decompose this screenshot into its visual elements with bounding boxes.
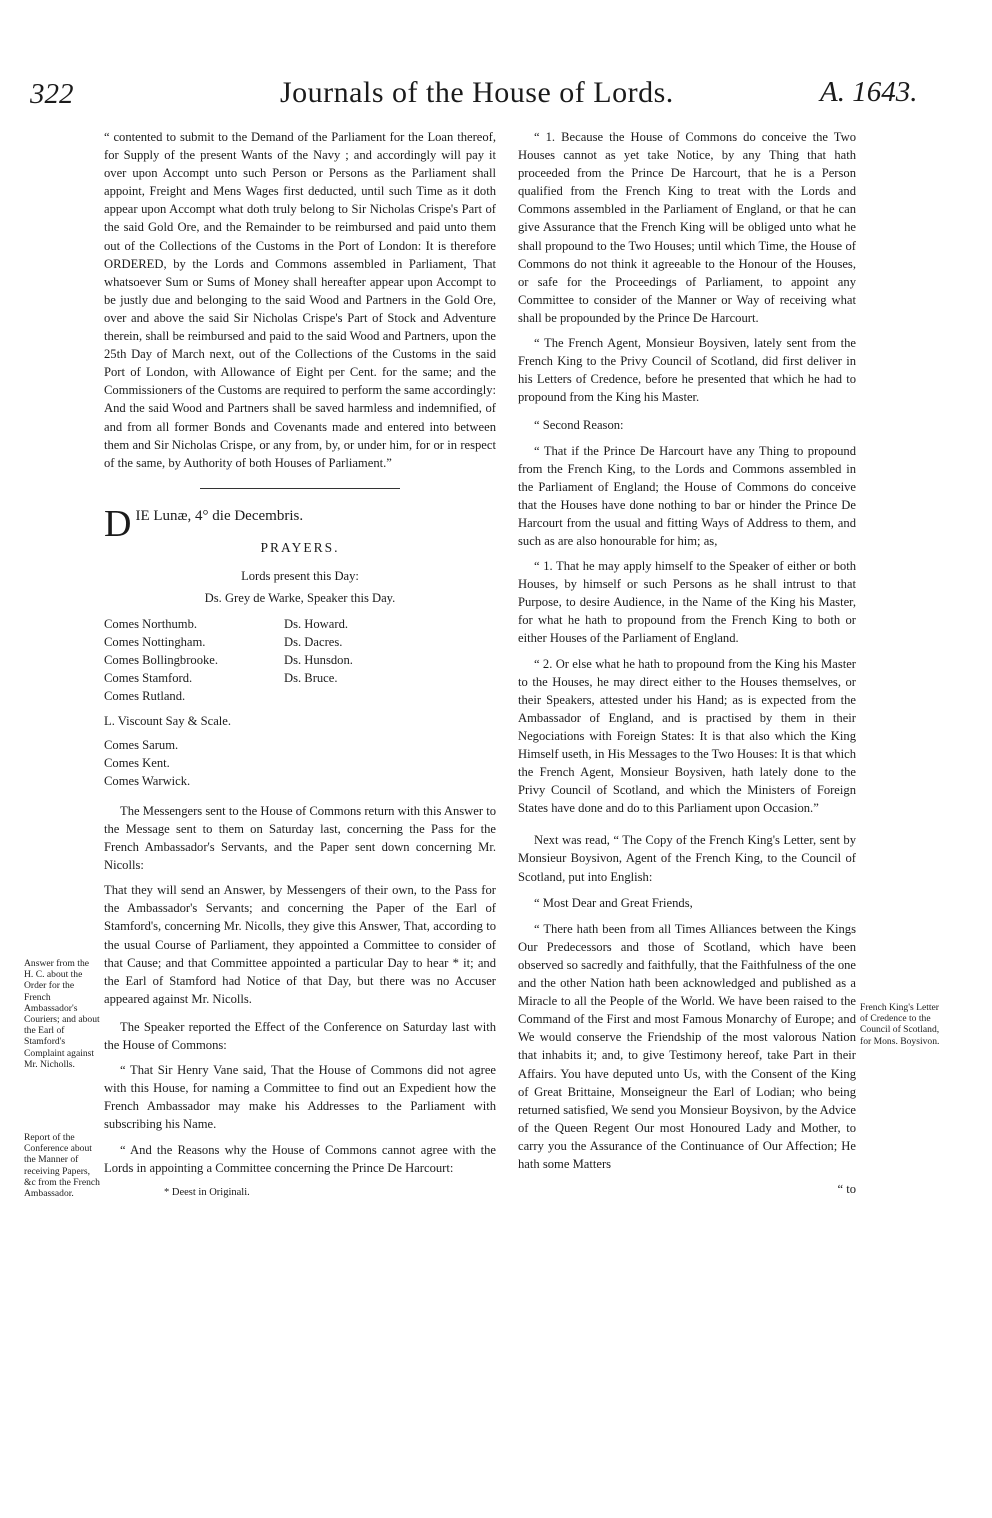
lord-entry: Comes Rutland. <box>104 689 186 704</box>
letter-paragraph: “ There hath been from all Times Alliances between the Kings Our Predecessors and those of Scotland, which have been observed so sacredly and faithfully, that the Faithfulness of the one and the other Nation hath been acknowledged and published as a Miracle to all the People of the World. We have been raised to the Command of the First and most Famous Monarchy of Europe; and We would conserve the Friendship of the most valorous Nation that inhabits it; and, to give Testimony hereof, take Part in their Affairs. You have deputed unto Us, with the Consent of the King of Great Brittaine, Monseigneur the Earl of Lodian; who being returned satisfied, We send you Monsieur Boysivon, by the Advice of the Queen Regent Our most Honoured Lady and Mother, to carry you the Assurance of the Continuance of Our Affection; He hath some Matters <box>518 921 856 1171</box>
left-column <box>104 128 496 1202</box>
lord-entry: Ds. Howard. <box>284 617 349 632</box>
lord-entry: Comes Stamford. <box>104 671 193 686</box>
lord-entry: Comes Nottingham. <box>104 635 206 650</box>
lords-list-earls <box>104 615 254 705</box>
speaker-report-paragraph: The Speaker reported the Effect of the Conference on Saturday last with the House of Commons: <box>104 1019 496 1053</box>
lord-entry: Comes Sarum. <box>104 737 179 752</box>
lord-entry: Comes Warwick. <box>104 773 191 788</box>
second-reason-heading: “ Second Reason: <box>534 418 624 433</box>
next-read-paragraph: Next was read, “ The Copy of the French King's Letter, sent by Monsieur Boysivon, Agent of the French King, to the Council of Scotland, put into English: <box>518 833 856 884</box>
agent-paragraph: “ The French Agent, Monsieur Boysiven, lately sent from the French King to the Privy Council of Scotland, did first deliver in his Letters of Credence, before he presented that which he had to propound from the King his Master. <box>518 336 856 405</box>
lords-list-more <box>104 736 496 790</box>
reason-two-paragraph: “ That if the Prince De Harcourt have any Thing to propound from the French King, to the Lords and Commons assembled in the Parliament of England; the House of Commons do conceive that the Houses have done nothing to bar or hinder the Prince De Harcourt from the usual and fitting Ways of Address to them, and such as are also honourable for him; as, <box>518 443 856 548</box>
running-header <box>30 70 930 118</box>
lords-list <box>104 615 496 705</box>
reasons-paragraph: “ And the Reasons why the House of Commons cannot agree with the Lords in appointing a Committee concerning the Prince De Harcourt: <box>104 1142 496 1175</box>
speaker-line: Ds. Grey de Warke, Speaker this Day. <box>204 590 396 605</box>
messengers-paragraph: The Messengers sent to the House of Commons return with this Answer to the Message sent to them on Saturday last, concerning the Pass for the French Ambassador's Servants, and the Paper sent down concerning Mr. Nicolls: <box>104 803 496 873</box>
item-two-paragraph: “ 2. Or else what he hath to propound from the King his Master to the Houses, he may direct either to the Houses themselves, or their Speakers, attested under his Hand; as is expected from the Ambassador of England, and is practised by them in their Negociations with Foreign States: It is that also which the King Himself useth, in His Messages to the Two Houses: It is that which the French Agent, Monsieur Boysiven, hath lately done to the Privy Council of Scotland, and which the Ministers of Foreign States have done and do to this Parliament upon Occasion.” <box>518 656 856 816</box>
catchword: “ to <box>837 1182 856 1197</box>
lord-entry: Ds. Hunsdon. <box>284 653 353 668</box>
running-title: Journals of the House of Lords. <box>280 76 674 109</box>
lord-entry: Ds. Bruce. <box>284 671 338 686</box>
footnote: * Deest in Originali. <box>164 1186 250 1198</box>
prayers-heading: PRAYERS. <box>260 539 340 555</box>
date-heading <box>104 502 496 545</box>
lord-entry: Ds. Dacres. <box>284 635 343 650</box>
letter-greeting: “ Most Dear and Great Friends, <box>534 895 693 910</box>
lord-entry: Comes Bollingbrooke. <box>104 653 219 668</box>
lords-present-heading: Lords present this Day: <box>241 568 359 583</box>
lord-entry: Comes Kent. <box>104 755 170 770</box>
page-number: 322 <box>30 78 74 110</box>
viscount-line: L. Viscount Say & Scale. <box>104 713 232 728</box>
continuation-paragraph: “ contented to submit to the Demand of the Parliament for the Loan thereof, for Supply of the present Wants of the Navy ; and accordingly will pay it over upon Accompt unto such Person or Persons as the Parliament shall appoint, Freight and Mens Wages first deducted, until such Time as it doth appear upon Accompt what doth truly belong to Sir Nicholas Crispe's Part of the said Gold Ore, and the Remainder to be reimbursed and paid unto them out of the Collections of the Customs in the Port of London: It is therefore ORDERED, by the Lords and Commons assembled in Parliament, That whatsoever Sum or Sums of Money shall hereafter appear upon Accompt to be justly due and belonging to the said Wood and Partners in the Gold Ore, over and above the said Sir Nicholas Crispe's Part of Stock and Adventure therein, shall be reimbursed and paid to the said Wood and Partners, upon the 25th Day of March next, out of the Collections of the Customs in the said Port of London, with Allowance of Eight per Cent. for the same; and the Commissioners of the Customs are required to perform the same accordingly: And the said Wood and Partners shall be saved harmless and indemnified, of and from all former Bonds and Covenants made and entered into between them and Sir Nicholas Crispe, or any from, by, or under him, for or in respect of the same, by Authority of both Houses of Parliament.” <box>104 130 496 470</box>
margin-note-answer: Answer from the H. C. about the Order for the French Ambassador's Couriers; and about the Earl of Stamford's Complaint against Mr. Nicholls. <box>24 958 100 1070</box>
item-one-paragraph: “ 1. That he may apply himself to the Speaker of either or both Houses, by himself or such Persons as he shall intrust to that Purpose, to desire Audience, in the Name of the King his Master, for what he hath to propound from the French King to both or either Houses of the Parliament of England. <box>518 559 856 646</box>
lord-entry: Comes Northumb. <box>104 617 198 632</box>
margin-note-letter: French King's Letter of Credence to the Council of Scotland, for Mons. Boysivon. <box>860 1002 940 1047</box>
reason-one-paragraph: “ 1. Because the House of Commons do conceive the Two Houses cannot as yet take Notice, by any Thing that hath proceeded from the Prince De Harcourt, that he is a Person qualified from the French King to treat with the Lords and Commons assembled in the Parliament of England, or that he can give Assurance that the French King will be obliged unto what he shall propound to the Two Houses; until which Time, the House of Commons do not think it agreeable to the Honour of the Houses, or safe for the Proceedings of Parliament, to appoint any Committee to consider of the Manner or Way of receiving what shall be propounded by the Prince De Harcourt. <box>518 130 856 325</box>
answer-paragraph: That they will send an Answer, by Messengers of their own, to the Pass for the Ambassador's Servants; and concerning the Paper of the Earl of Stamford's, concerning Mr. Nicolls, they give this Answer, That, according to the usual Course of Parliament, they appointed a Committee to consider of that Cause; and that Committee appointed a particular Day to hear * it; and the Earl of Stamford had Notice of that Day, but there was no Accuser appeared against Mr. Nicolls. <box>104 883 496 1006</box>
margin-note-report: Report of the Conference about the Manner of receiving Papers, &c from the French Ambassador. <box>24 1132 100 1200</box>
lords-list-barons <box>284 615 353 705</box>
date-heading-text: IE Lunæ, 4° die Decembris. <box>135 507 304 524</box>
year-heading: A. 1643. <box>820 76 918 108</box>
right-column <box>518 128 856 1198</box>
drop-cap: D <box>104 502 132 545</box>
section-divider <box>200 488 400 489</box>
vane-paragraph: “ That Sir Henry Vane said, That the House of Commons did not agree with this House, for naming a Committee to find out an Expedient how the French Ambassador may make his Addresses to the Parliament with subscribing his Name. <box>104 1063 496 1132</box>
